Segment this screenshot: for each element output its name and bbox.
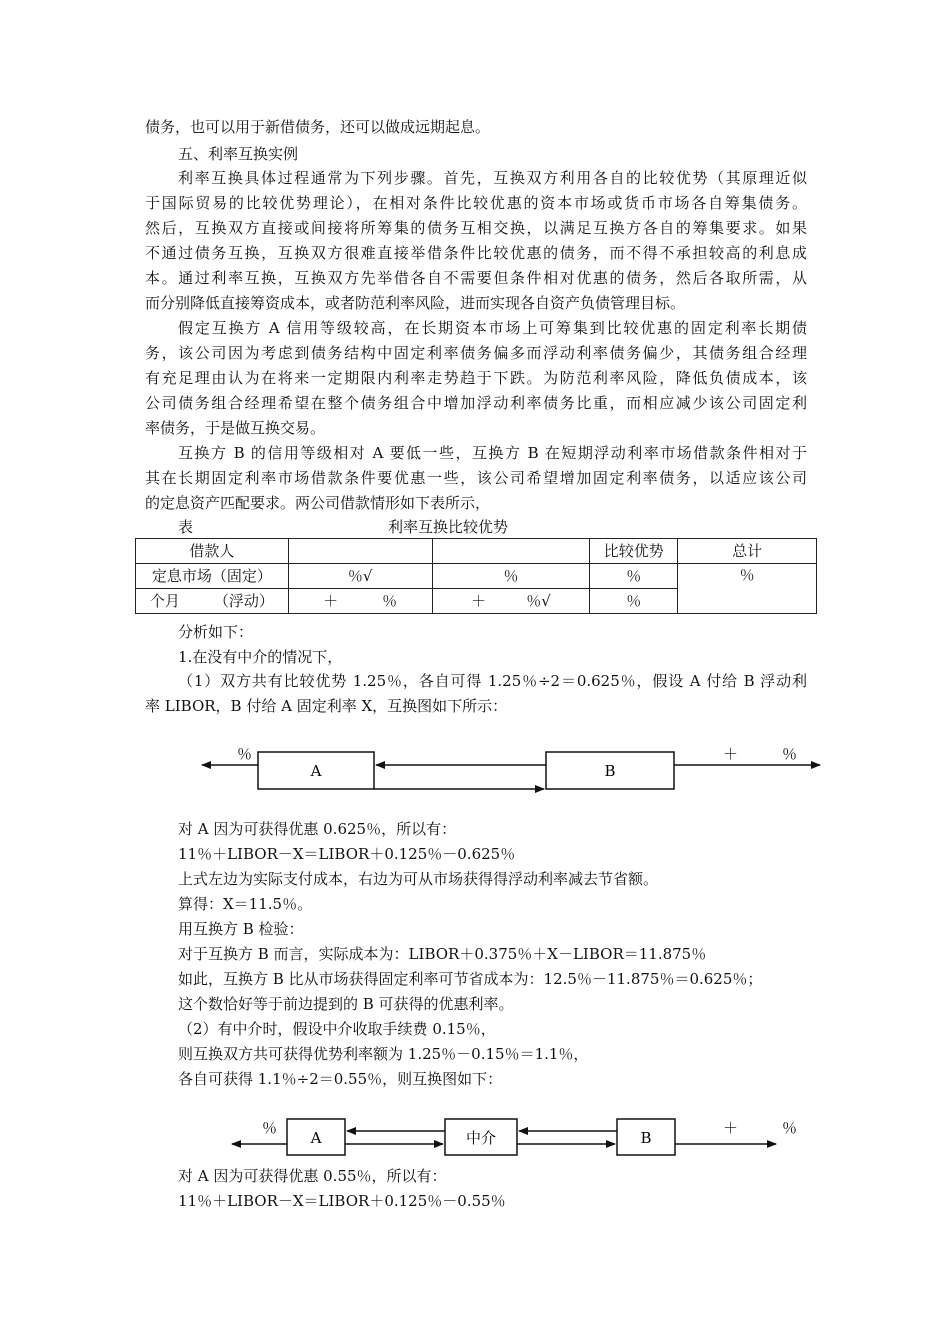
plus-sign: ＋ — [323, 592, 339, 610]
calc-line: 11％＋LIBOR－X＝LIBOR＋0.125％－0.625％ — [178, 845, 516, 863]
paragraph-line: 本。通过利率互换，互换双方先举借各自不需要但条件相对优惠的债务，然后各取所需，从 — [145, 269, 807, 287]
table-cell: ％ — [432, 564, 590, 589]
paragraph-line: 互换方 B 的信用等级相对 A 要低一些，互换方 B 在短期浮动利率市场借款条件相对于 — [178, 444, 807, 462]
paragraph-line: 而分别降低直接筹资成本，或者防范利率风险，进而实现各自资产负债管理目标。 — [145, 294, 686, 312]
paragraph-continuation: 债务，也可以用于新借债务，还可以做成远期起息。 — [145, 118, 491, 136]
diagram-right-pct: ％ — [782, 1119, 798, 1137]
header-cell — [432, 539, 590, 564]
paragraph-line: 务，该公司因为考虑到债务结构中固定利率债务偏多而浮动利率债务偏少，其债务组合经理 — [145, 344, 807, 362]
table-cell: ％ — [590, 564, 678, 589]
calc-line: 用互换方 B 检验： — [178, 920, 304, 938]
paragraph-line: （1）双方共有比较优势 1.25％，各自可得 1.25％÷2＝0.625％，假设 A 付给 B 浮动利 — [178, 672, 807, 690]
paragraph-line: 于国际贸易的比较优势理论），在相对条件比较优惠的资本市场或货币市场各自筹集债务。 — [145, 194, 807, 212]
table-cell — [432, 589, 590, 614]
calc-line: 上式左边为实际支付成本，右边为可从市场获得得浮动利率减去节省额。 — [178, 870, 659, 888]
paragraph-line: 利率互换具体过程通常为下列步骤。首先，互换双方利用各自的比较优势（其原理近似 — [178, 169, 807, 187]
header-cell: 比较优势 — [590, 539, 678, 564]
diagram-right-plus: ＋ — [723, 1119, 739, 1137]
paragraph-line: 率 LIBOR，B 付给 A 固定利率 X，互换图如下所示： — [145, 697, 508, 715]
paragraph-line: 其在长期固定利率市场借款条件要优惠一些，该公司希望增加固定利率债务，以适应该公司 — [145, 469, 807, 487]
calc-line: 对于互换方 B 而言，实际成本为：LIBOR＋0.375％＋X－LIBOR＝11.875％ — [178, 945, 707, 963]
table-cell: ％√ — [288, 564, 432, 589]
row-label-months: 个月 — [149, 592, 180, 610]
header-cell: 借款人 — [136, 539, 289, 564]
comparison-table — [135, 538, 817, 614]
calc-line: 算得：X＝11.5％。 — [178, 895, 313, 913]
header-cell: 总计 — [678, 539, 817, 564]
calc-line: 对 A 因为可获得优惠 0.55％，所以有： — [178, 1167, 447, 1185]
table-caption: 利率互换比较优势 — [388, 518, 509, 536]
paragraph-line: 的定息资产匹配要求。两公司借款情形如下表所示， — [145, 494, 491, 512]
analysis-intro: 分析如下： — [178, 623, 254, 641]
box-a-label: A — [310, 762, 322, 780]
percent-sign: ％ — [382, 592, 398, 610]
percent-check: ％√ — [526, 592, 551, 610]
plus-sign: ＋ — [471, 592, 487, 610]
calc-line: 对 A 因为可获得优惠 0.625％，所以有： — [178, 820, 457, 838]
table-cell — [288, 589, 432, 614]
table-row — [136, 564, 817, 589]
box-b-label: B — [640, 1129, 652, 1147]
diagram-left-label: ％ — [237, 745, 253, 763]
section-heading: 五、利率互换实例 — [178, 145, 299, 163]
diagram-right-plus: ＋ — [723, 745, 739, 763]
row-label — [136, 589, 289, 614]
paragraph-line: 有充足理由认为在将来一定期限内利率走势趋于下跌。为防范利率风险，降低负债成本，该 — [145, 369, 807, 387]
box-intermediary-label: 中介 — [465, 1129, 497, 1147]
paragraph-line: 公司债务组合经理希望在整个债务组合中增加浮动利率债务比重，而相应减少该公司固定利 — [145, 394, 807, 412]
table-header-row — [136, 539, 817, 564]
calc-line: 11％＋LIBOR－X＝LIBOR＋0.125％－0.55％ — [178, 1192, 506, 1210]
row-label: 定息市场（固定） — [136, 564, 289, 589]
table-label: 表 — [178, 518, 194, 536]
table-cell: ％ — [590, 589, 678, 614]
swap-diagram-2 — [0, 1105, 950, 1165]
diagram-right-pct: ％ — [782, 745, 798, 763]
calc-line: 这个数恰好等于前边提到的 B 可获得的优惠利率。 — [178, 995, 514, 1013]
table-cell-total: ％ — [678, 564, 817, 614]
box-a-label: A — [310, 1129, 322, 1147]
case-heading: 1.在没有中介的情况下， — [178, 648, 343, 666]
calc-line: 如此，互换方 B 比从市场获得固定利率可节省成本为：12.5％－11.875％＝0.625％； — [178, 970, 763, 988]
paragraph-line: 不通过债务互换，互换双方很难直接举借条件比较优惠的债务，而不得不承担较高的利息成 — [145, 244, 807, 262]
swap-diagram-1 — [0, 735, 950, 805]
paragraph-line: 率债务，于是做互换交易。 — [145, 419, 326, 437]
paragraph-line: 然后，互换双方直接或间接将所筹集的债务互相交换，以满足互换方各自的筹集要求。如果 — [145, 219, 807, 237]
diagram-left-label: ％ — [262, 1119, 278, 1137]
header-cell — [288, 539, 432, 564]
calc-line: 则互换双方共可获得优势利率额为 1.25％－0.15％＝1.1％， — [178, 1045, 589, 1063]
paragraph-line: 假定互换方 A 信用等级较高，在长期资本市场上可筹集到比较优惠的固定利率长期债 — [178, 319, 807, 337]
row-label-floating: （浮动） — [213, 592, 274, 610]
calc-line: （2）有中介时，假设中介收取手续费 0.15％， — [178, 1020, 496, 1038]
calc-line: 各自可获得 1.1％÷2＝0.55％，则互换图如下： — [178, 1070, 503, 1088]
box-b-label: B — [604, 762, 616, 780]
